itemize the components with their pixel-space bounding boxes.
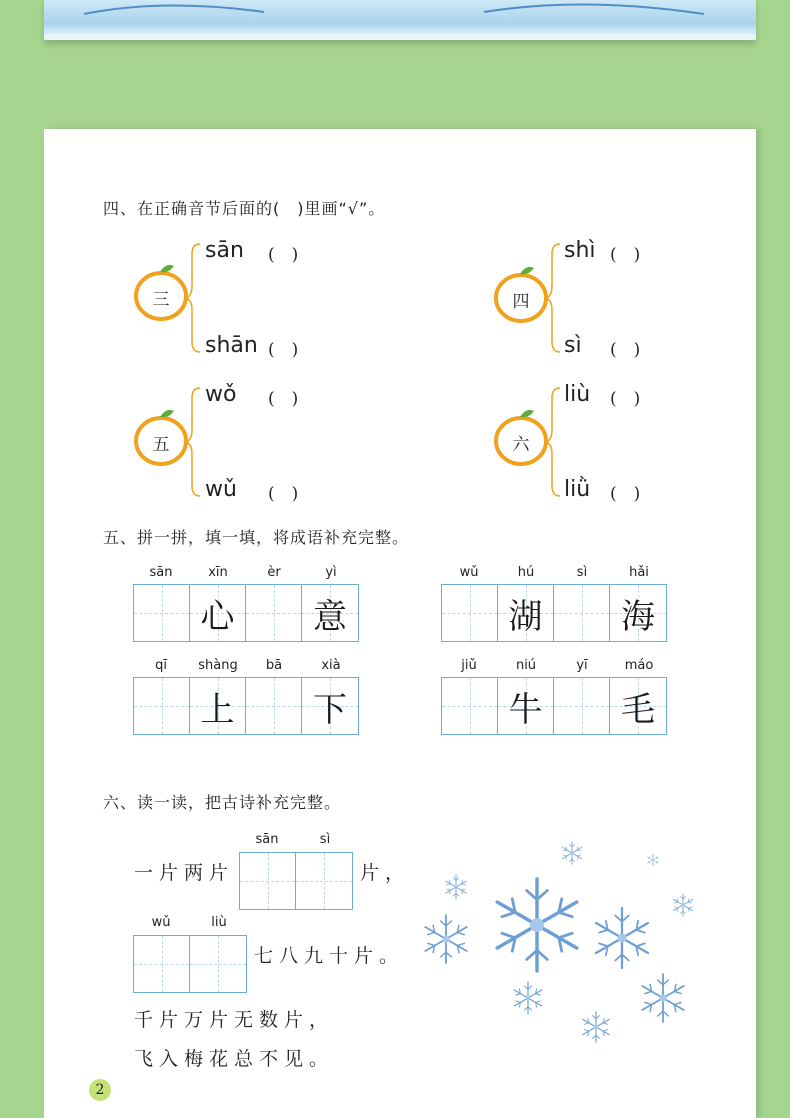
snowflake-icon	[647, 854, 658, 867]
answer-paren[interactable]: ( )	[610, 245, 641, 265]
char-cell: 毛	[610, 678, 666, 734]
snowflake-icon	[446, 875, 467, 899]
blank-cell[interactable]	[554, 678, 610, 734]
option-wu-2: wǔ	[205, 477, 237, 502]
pinyin: yì	[325, 565, 337, 580]
blank-cell[interactable]	[442, 585, 498, 641]
answer-paren[interactable]: ( )	[268, 484, 299, 504]
section-6-title: 六、读一读，把古诗补充完整。	[103, 793, 342, 812]
answer-paren[interactable]: ( )	[610, 340, 641, 360]
pinyin: liù	[211, 915, 227, 930]
poem-line-4: 飞入梅花总不见。	[134, 1048, 335, 1070]
answer-paren[interactable]: ( )	[610, 389, 641, 409]
snowflake-icon	[596, 908, 648, 968]
char-cell: 下	[302, 678, 358, 734]
pinyin: hǎi	[629, 565, 649, 580]
blank-cell[interactable]	[240, 853, 296, 909]
section-4-title: 四、在正确音节后面的( )里画“√”。	[103, 199, 386, 218]
pinyin: xià	[321, 658, 341, 673]
blank-cell[interactable]	[134, 936, 190, 992]
char-cell: 意	[302, 585, 358, 641]
blank-cell[interactable]	[246, 585, 302, 641]
blank-cell[interactable]	[134, 678, 190, 734]
char-cell: 湖	[498, 585, 554, 641]
poem-line-1-suffix: 片，	[360, 862, 411, 884]
answer-paren[interactable]: ( )	[268, 340, 299, 360]
snowflake-icon	[583, 1012, 609, 1042]
blank-cell[interactable]	[246, 678, 302, 734]
pinyin: máo	[624, 658, 654, 673]
char-liu: 六	[512, 435, 530, 455]
blank-cell[interactable]	[134, 585, 190, 641]
option-san-2: shān	[205, 333, 258, 358]
blank-cell[interactable]	[296, 853, 352, 909]
idiom-grid	[441, 584, 667, 642]
option-liu-1: liù	[564, 382, 591, 407]
option-san-1: sān	[205, 238, 244, 263]
pinyin: sān	[149, 565, 173, 580]
pinyin: sān	[255, 832, 279, 847]
blank-cell[interactable]	[190, 936, 246, 992]
pinyin: wǔ	[151, 915, 171, 930]
snowflake-icon	[497, 879, 577, 971]
idiom-grid	[133, 677, 359, 735]
poem-blank-grid	[239, 852, 353, 910]
poem-line-3: 千片万片无数片，	[134, 1009, 335, 1031]
char-cell: 上	[190, 678, 246, 734]
pinyin: xīn	[208, 565, 228, 580]
option-wu-1: wǒ	[205, 382, 237, 407]
snowflake-icon	[425, 915, 467, 963]
pinyin: jiǔ	[461, 658, 477, 673]
char-cell: 海	[610, 585, 666, 641]
snowflake-icon	[562, 842, 581, 864]
pinyin: niú	[515, 658, 537, 673]
char-cell: 牛	[498, 678, 554, 734]
snowflake-icon	[514, 982, 542, 1014]
answer-paren[interactable]: ( )	[268, 389, 299, 409]
pinyin: qī	[155, 658, 167, 673]
idiom-grid	[133, 584, 359, 642]
snowflake-icon	[673, 894, 692, 916]
snowflake-icon	[642, 974, 684, 1022]
option-si-2: sì	[564, 333, 582, 358]
idiom-grid	[441, 677, 667, 735]
pinyin: sì	[576, 565, 588, 580]
answer-paren[interactable]: ( )	[268, 245, 299, 265]
poem-line-2-suffix: 七八九十片。	[254, 945, 405, 967]
char-cell: 心	[190, 585, 246, 641]
poem-line-1-prefix: 一片两片	[134, 862, 235, 884]
pinyin: yī	[576, 658, 588, 673]
answer-paren[interactable]: ( )	[610, 484, 641, 504]
blank-cell[interactable]	[442, 678, 498, 734]
char-wu: 五	[152, 435, 170, 455]
section-5-title: 五、拼一拼，填一填，将成语补充完整。	[103, 528, 410, 547]
pinyin: bā	[265, 658, 283, 673]
blank-cell[interactable]	[554, 585, 610, 641]
pinyin: hú	[517, 565, 535, 580]
pinyin: shàng	[198, 658, 238, 673]
page-number: 2	[89, 1079, 111, 1101]
pinyin: èr	[267, 565, 281, 580]
option-si-1: shì	[564, 238, 596, 263]
poem-blank-grid	[133, 935, 247, 993]
orange-icon	[136, 273, 546, 464]
snowflakes-illustration	[410, 835, 710, 1055]
char-si: 四	[512, 292, 530, 312]
pinyin: sì	[319, 832, 331, 847]
option-liu-2: liǜ	[564, 477, 591, 502]
char-san: 三	[152, 290, 170, 310]
pinyin: wǔ	[459, 565, 479, 580]
